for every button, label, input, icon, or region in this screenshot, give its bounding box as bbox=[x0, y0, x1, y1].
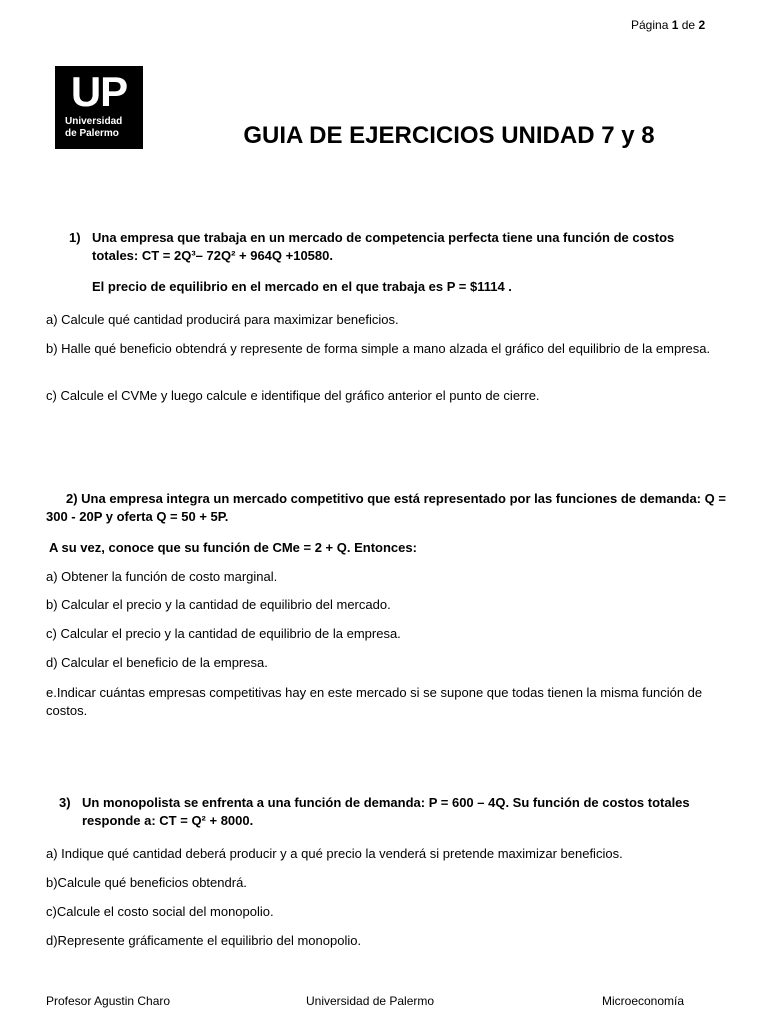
logo-line1: Universidad bbox=[65, 116, 123, 127]
ex3-item-a: a) Indique qué cantidad deberá producir y a qué precio la venderá si pretende maximizar beneficios. bbox=[46, 846, 623, 861]
ex1-statement: Una empresa que trabaja en un mercado de competencia perfecta tiene una función de costos totales: CT = 2Q³– 72Q² + 964Q +10580. bbox=[92, 230, 675, 263]
page-number bbox=[631, 18, 705, 32]
ex2-item-b: b) Calcular el precio y la cantidad de equilibrio del mercado. bbox=[46, 597, 391, 612]
document-title: GUIA DE EJERCICIOS UNIDAD 7 y 8 bbox=[243, 122, 655, 149]
ex2-item-a: a) Obtener la función de costo marginal. bbox=[46, 569, 278, 584]
ex1-item-b: b) Halle qué beneficio obtendrá y represente de forma simple a mano alzada el gráfico del equilibrio de la empresa. bbox=[46, 341, 711, 356]
footer-subject: Microeconomía bbox=[602, 994, 685, 1008]
ex3-number: 3) bbox=[59, 795, 71, 810]
page-of: de bbox=[681, 18, 696, 32]
ex1-item-a: a) Calcule qué cantidad producirá para maximizar beneficios. bbox=[46, 312, 399, 327]
logo-initials: UP bbox=[70, 68, 128, 115]
ex1-item-c: c) Calcule el CVMe y luego calcule e identifique del gráfico anterior el punto de cierre. bbox=[46, 388, 540, 403]
ex3-item-c: c)Calcule el costo social del monopolio. bbox=[46, 904, 274, 919]
ex1-number: 1) bbox=[69, 230, 81, 245]
footer-university: Universidad de Palermo bbox=[306, 994, 435, 1008]
ex3-statement: Un monopolista se enfrenta a una función de demanda: P = 600 – 4Q. Su función de costos totales responde a: CT = Q² + 8000. bbox=[82, 795, 690, 828]
ex3-item-b: b)Calcule qué beneficios obtendrá. bbox=[46, 875, 247, 890]
ex2-statement: 2) Una empresa integra un mercado competitivo que está representado por las funciones de demanda: Q = 300 - 20P y oferta Q = 50 + 5P. bbox=[46, 491, 726, 524]
ex2-cme: A su vez, conoce que su función de CMe = 2 + Q. Entonces: bbox=[49, 540, 417, 555]
page-label: Página bbox=[631, 18, 669, 32]
page-current: 1 bbox=[671, 18, 679, 32]
logo-line2: de Palermo bbox=[65, 128, 119, 139]
ex2-item-c: c) Calcular el precio y la cantidad de equilibrio de la empresa. bbox=[46, 626, 401, 641]
ex1-price: El precio de equilibrio en el mercado en el que trabaja es P = $1114 . bbox=[92, 279, 512, 294]
footer-professor: Profesor Agustin Charo bbox=[46, 994, 171, 1008]
ex3-item-d: d)Represente gráficamente el equilibrio del monopolio. bbox=[46, 933, 362, 948]
page-total: 2 bbox=[698, 18, 706, 32]
ex2-item-d: d) Calcular el beneficio de la empresa. bbox=[46, 655, 268, 670]
ex2-item-e: e.Indicar cuántas empresas competitivas hay en este mercado si se supone que todas tienen la misma función de costos. bbox=[46, 685, 703, 718]
